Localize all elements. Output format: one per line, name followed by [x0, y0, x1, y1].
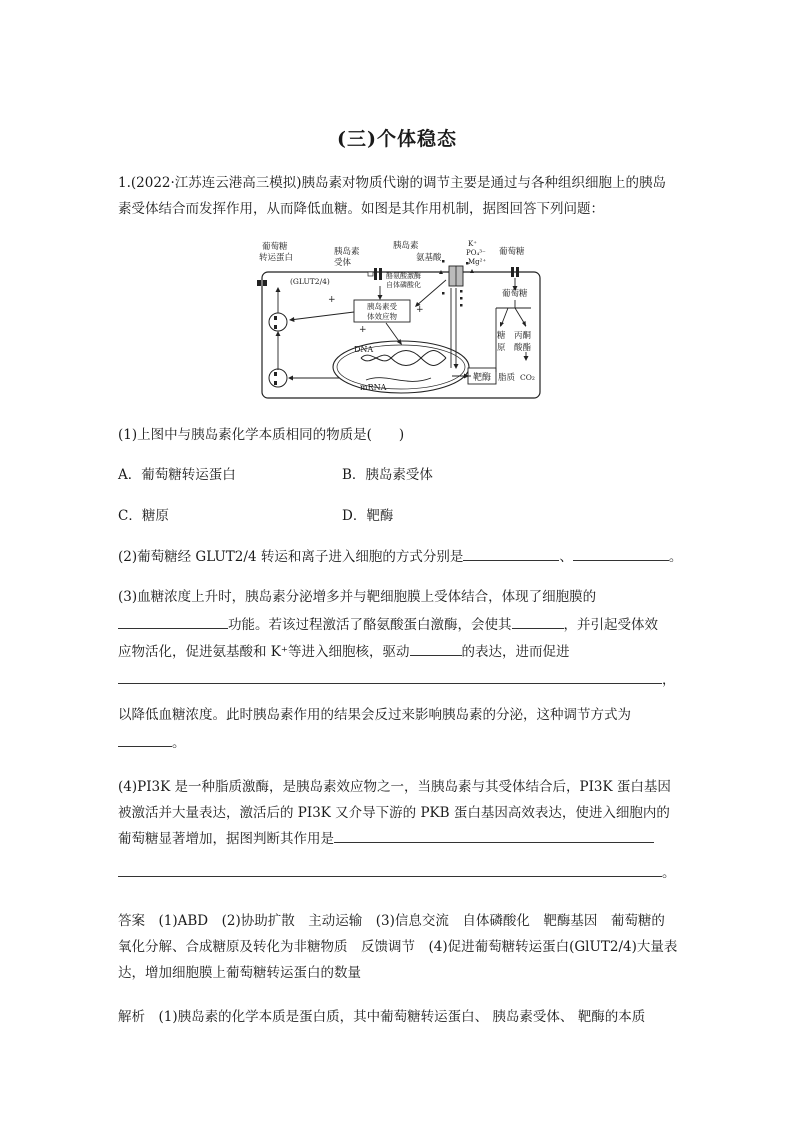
option-c: C．糖原	[118, 508, 169, 524]
label-lipid: 脂质	[498, 373, 516, 383]
ion-channel	[449, 266, 463, 286]
option-d: D．靶酶	[342, 508, 394, 524]
intro-line-1: 1.(2022·江苏连云港高三模拟)胰岛素对物质代谢的调节主要是通过与各种组织细胞上的胰岛	[118, 175, 667, 191]
analysis-section	[118, 1004, 684, 1030]
sub3-line-3b: 的表达，进而促进	[461, 644, 570, 660]
answer-blank[interactable]	[573, 544, 669, 561]
sub-question-3	[118, 584, 684, 757]
sub-question-4	[118, 774, 684, 886]
answer-line-3: 达，增加细胞膜上葡萄糖转运蛋白的数量	[118, 965, 361, 981]
answer-blank[interactable]	[334, 826, 654, 843]
answer-blank[interactable]	[118, 730, 172, 747]
label-glycogen-2: 原	[497, 343, 506, 353]
insulin-mechanism-diagram	[256, 240, 544, 402]
plus-sign: +	[416, 305, 424, 315]
question-1-intro	[118, 170, 684, 222]
option-a: A．葡萄糖转运蛋白	[118, 467, 236, 483]
intro-line-2: 素受体结合而发挥作用，从而降低血糖。如图是其作用机制，据图回答下列问题：	[118, 201, 604, 217]
sub1-options-row-1	[118, 462, 684, 488]
plus-sign: +	[359, 325, 367, 335]
answer-blank[interactable]	[118, 667, 662, 684]
label-pyruvate-1: 丙酮	[514, 331, 532, 341]
label-insulin-receptor-1: 胰岛素	[334, 247, 360, 257]
label-tyrosine-kinase-1: 酪氨酸激酶	[386, 272, 421, 280]
option-b: B．胰岛素受体	[342, 467, 433, 483]
plus-sign: +	[328, 295, 336, 305]
label-glut: (GLUT2/4)	[290, 277, 330, 286]
label-glucose-transporter-1: 葡萄糖	[262, 242, 288, 252]
mrna-strand	[366, 378, 431, 382]
effector-label-2: 体效应物	[367, 312, 397, 321]
sub3-line-3a: 应物活化，促进氨基酸和 K⁺等进入细胞核，驱动	[118, 644, 410, 660]
sub3-line-2b: ，并引起受体效	[563, 616, 658, 633]
label-co2: CO₂	[520, 373, 535, 382]
sub4-line-2: 被激活并大量表达，激活后的 PI3K 又介导下游的 PKB 蛋白基因高效表达，使进入细胞内的	[118, 805, 670, 821]
answer-blank[interactable]	[463, 544, 559, 561]
label-pyruvate-2: 酸酯	[514, 343, 532, 353]
sub-question-2	[118, 544, 684, 570]
label-insulin: 胰岛素	[393, 241, 419, 251]
sub-question-1	[118, 422, 684, 448]
label-insulin-receptor-2: 受体	[334, 258, 352, 268]
insulin-receptor	[368, 268, 382, 280]
label-ion-po4: PO₄³⁻	[466, 249, 486, 257]
label-dna: DNA	[354, 345, 374, 354]
answer-line-1: 答案 (1)ABD (2)协助扩散 主动运输 (3)信息交流 自体磷酸化 靶酶基因 葡萄糖的	[118, 913, 665, 929]
effector-label-1: 胰岛素受	[367, 302, 397, 311]
label-glucose-inside: 葡萄糖	[502, 289, 528, 299]
label-ion-mg: Mg²⁺	[468, 258, 487, 266]
label-glucose-top: 葡萄糖	[499, 247, 525, 257]
sub3-line-5: 以降低血糖浓度。此时胰岛素作用的结果会反过来影响胰岛素的分泌，这种调节方式为	[118, 707, 631, 723]
dna-helix	[361, 351, 446, 366]
label-tyrosine-kinase-2: 自体磷酸化	[386, 281, 421, 289]
sub3-line-1: (3)血糖浓度上升时，胰岛素分泌增多并与靶细胞膜上受体结合，体现了细胞膜的	[118, 589, 597, 605]
answer-blank[interactable]	[410, 639, 462, 656]
sub1-options-row-2	[118, 503, 684, 529]
sub4-line-3: 葡萄糖显著增加，据图判断其作用是	[118, 831, 334, 847]
vesicle-upper	[269, 313, 287, 331]
sub3-line-2a: 功能。若该过程激活了酪氨酸蛋白激酶，会使其	[228, 616, 512, 633]
sub3-line-6-end: 。	[172, 734, 186, 751]
vesicle-lower	[269, 369, 287, 387]
sub2-separator: 、	[559, 549, 573, 565]
answer-section	[118, 908, 684, 986]
answer-blank[interactable]	[118, 860, 662, 877]
sub2-text: (2)葡萄糖经 GLUT2/4 转运和离子进入细胞的方式分别是	[118, 549, 464, 565]
analysis-line-1: 解析 (1)胰岛素的化学本质是蛋白质，其中葡萄糖转运蛋白、 胰岛素受体、 靶酶的本质	[118, 1009, 646, 1025]
sub4-line-4-end: 。	[662, 865, 676, 881]
label-ion-k: K⁺	[468, 240, 477, 248]
label-mrna: mRNA	[360, 383, 387, 392]
label-glucose-transporter-2: 转运蛋白	[259, 253, 294, 263]
sub4-line-1: (4)PI3K 是一种脂质激酶，是胰岛素效应物之一，当胰岛素与其受体结合后，PI3K 蛋白基因	[118, 779, 671, 795]
label-glycogen-1: 糖	[497, 331, 506, 341]
answer-blank[interactable]	[512, 612, 564, 629]
sub3-line-4-end: ，	[662, 671, 676, 688]
answer-line-2: 氧化分解、合成糖原及转化为非糖物质 反馈调节 (4)促进葡萄糖转运蛋白(GlUT2/4)大量表	[118, 939, 678, 955]
label-amino-acid: 氨基酸	[416, 253, 442, 263]
sub1-stem: (1)上图中与胰岛素化学本质相同的物质是( )	[118, 427, 405, 443]
answer-blank[interactable]	[118, 612, 228, 629]
sub2-end: 。	[668, 549, 683, 565]
target-enzyme-label: 靶酶	[472, 373, 492, 383]
section-title: (三)个体稳态	[337, 128, 457, 150]
